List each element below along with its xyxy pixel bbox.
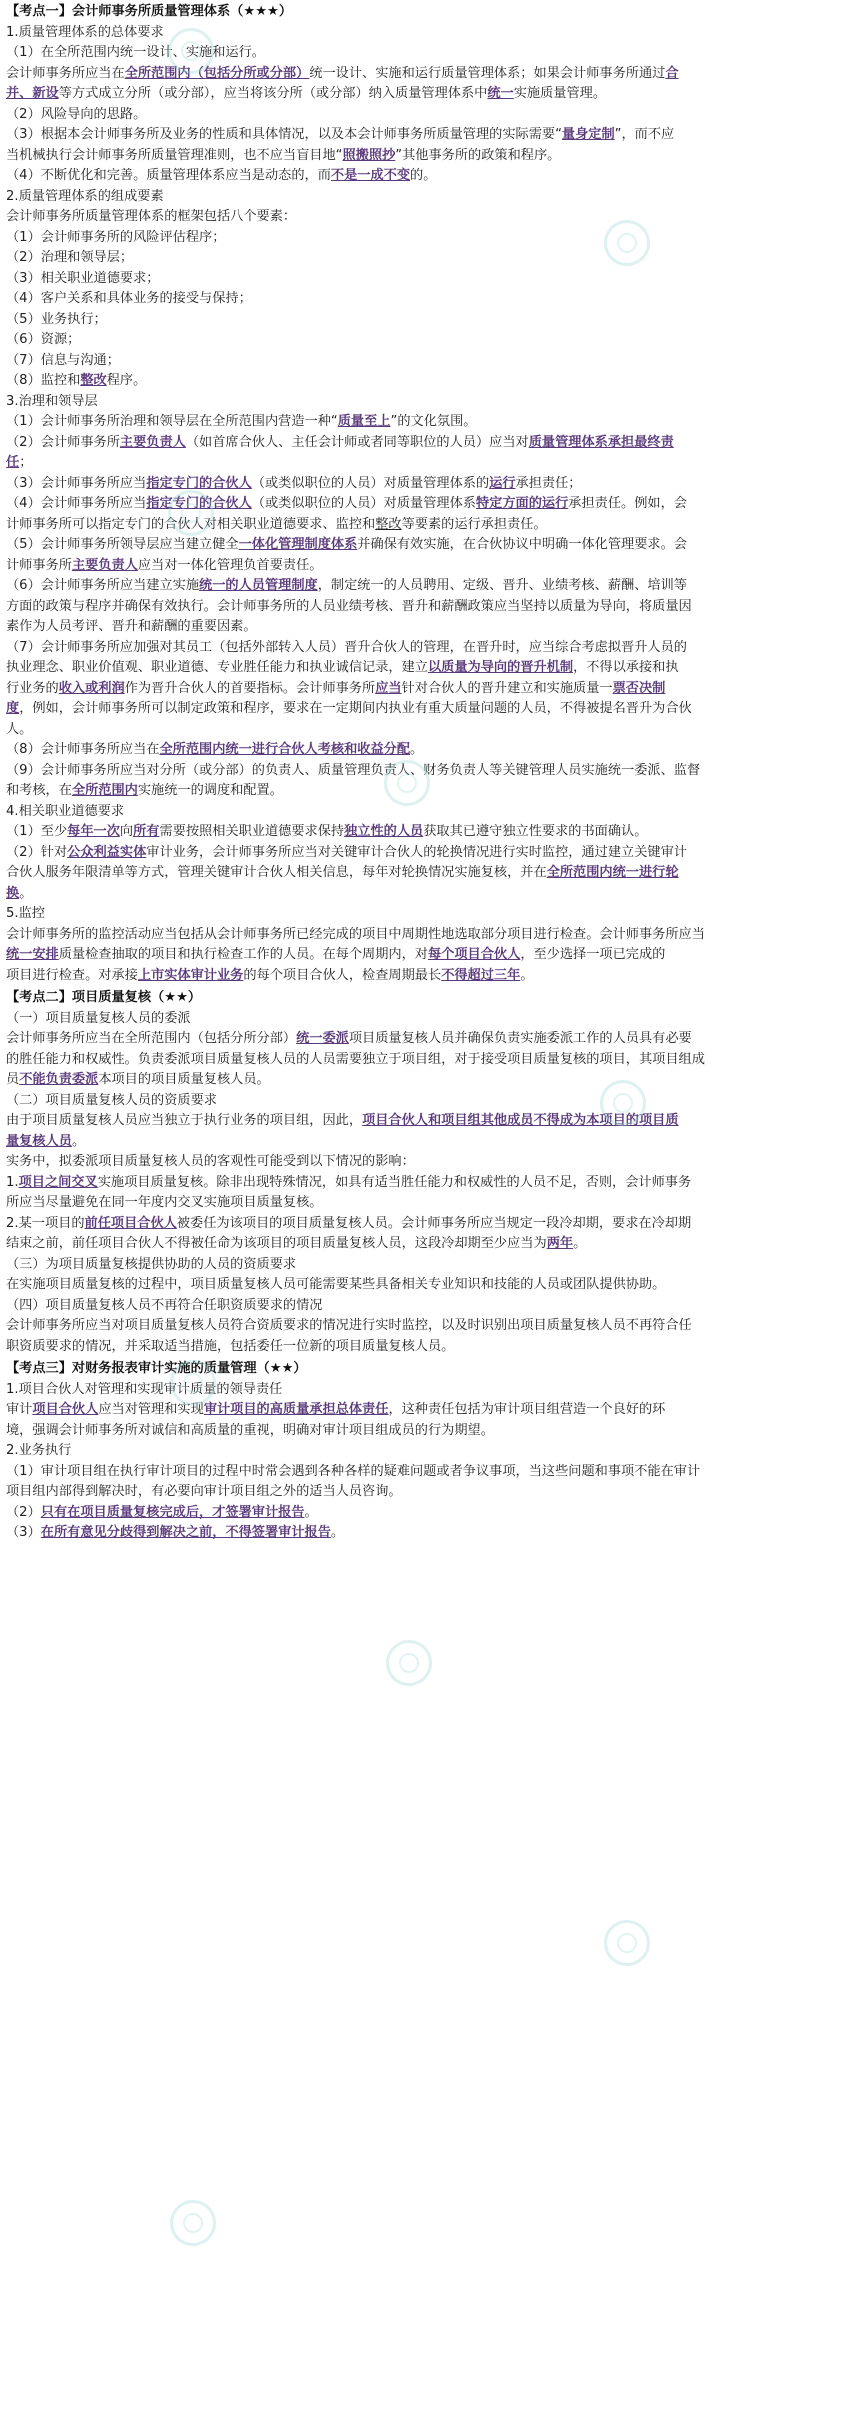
key-term: 指定专门的合伙人 xyxy=(146,475,252,491)
text-line xyxy=(6,105,835,126)
key-term: 两年 xyxy=(546,1236,574,1251)
text-line xyxy=(6,761,835,782)
text-line xyxy=(6,658,835,679)
text-run: （6）会计师事务所应当建立实施 xyxy=(6,578,200,593)
text-line xyxy=(6,1111,835,1132)
text-line xyxy=(6,433,835,454)
text-line xyxy=(6,412,835,433)
text-run: 人。 xyxy=(6,721,33,737)
text-line xyxy=(6,84,835,105)
watermark-logo xyxy=(170,2200,216,2246)
key-term: 任 xyxy=(6,455,20,470)
text-line xyxy=(6,1050,835,1071)
text-line xyxy=(6,43,835,64)
key-term: 质量管理体系承担最终责 xyxy=(528,434,674,450)
text-run: 会计师事务所质量管理体系的框架包括八个要素： xyxy=(6,209,297,224)
text-run: 向 xyxy=(119,824,134,839)
key-term: 每个项目合伙人 xyxy=(428,947,521,962)
text-line xyxy=(6,884,835,905)
watermark-logo xyxy=(386,1640,432,1686)
key-term: 以质量为导向的晋升机制 xyxy=(428,660,574,675)
text-run: 项目组内部得到解决时，有必要向审计项目组之外的适当人员咨询。 xyxy=(6,1484,402,1499)
text-line xyxy=(6,1255,835,1276)
text-run: （4）会计师事务所应当 xyxy=(6,496,147,511)
text-run: （8）监控和 xyxy=(6,373,81,388)
text-run: 的每个项目合伙人，检查周期最长 xyxy=(243,967,442,983)
text-line xyxy=(6,1091,835,1112)
text-run: 审计业务，会计师事务所应当对关键审计合伙人的轮换情况进行实时监控，通过建立关键审计 xyxy=(146,844,687,860)
text-run: 。 xyxy=(520,967,534,983)
text-run: 实务中，拟委派项目质量复核人员的客观性可能受到以下情况的影响： xyxy=(6,1154,415,1169)
text-run: （6）资源； xyxy=(6,332,81,347)
text-line xyxy=(6,1503,835,1524)
text-run: 的胜任能力和权威性。负责委派项目质量复核人员的人员需要独立于项目组，对于接受项目质量复核的项目，其项目组成 xyxy=(6,1051,705,1067)
text-run: 。 xyxy=(410,742,424,757)
text-run: （三）为项目质量复核提供协助的人员的资质要求 xyxy=(6,1256,297,1272)
text-line xyxy=(6,1380,835,1401)
underlined-text: 整改 xyxy=(375,516,402,532)
text-line xyxy=(6,125,835,146)
key-term: 换 xyxy=(6,885,20,901)
text-run: 会计师事务所应当在 xyxy=(6,65,125,81)
text-run: （2）风险导向的思路。 xyxy=(6,106,147,122)
text-line xyxy=(6,1070,835,1091)
text-run: 【考点三】对财务报表审计实施的质量管理（★★） xyxy=(6,1361,307,1376)
text-line xyxy=(6,1296,835,1317)
key-term: 不能负责委派 xyxy=(19,1072,99,1087)
text-run: 会计师事务所应当在全所范围内（包括分所分部） xyxy=(6,1031,297,1046)
text-run: 1.质量管理体系的总体要求 xyxy=(6,24,164,40)
text-run: 由于项目质量复核人员应当独立于执行业务的项目组，因此， xyxy=(6,1113,363,1128)
key-term: 合 xyxy=(665,65,679,81)
text-run: 被委任为该项目的项目质量复核人员。会计师事务所应当规定一段冷却期，要求在冷却期 xyxy=(176,1215,692,1231)
text-run: （3）相关职业道德要求； xyxy=(6,270,160,286)
text-run: 项目进行检查。对承接 xyxy=(6,967,138,983)
text-run: 。 xyxy=(330,1525,345,1540)
key-term: 主要负责人 xyxy=(71,557,138,573)
text-line xyxy=(6,576,835,597)
text-run: 计师事务所可以指定专门的合伙人对相关职业道德要求、监控和 xyxy=(6,516,376,532)
key-term: 统一的人员管理制度 xyxy=(199,578,318,593)
text-line xyxy=(6,207,835,228)
key-term: 票否决制 xyxy=(612,680,666,696)
text-run: （一）项目质量复核人员的委派 xyxy=(6,1010,191,1026)
text-run: 需要按照相关职业道德要求保持 xyxy=(159,824,345,839)
text-line xyxy=(6,781,835,802)
text-run: ； xyxy=(19,455,33,470)
text-run: 3.治理和领导层 xyxy=(6,393,98,409)
text-line xyxy=(6,1421,835,1442)
watermark-logo xyxy=(604,1920,650,1966)
text-run: ，例如，会计师事务所可以制定政策和程序，要求在一定期间内执业有重大质量问题的人员，不得被提名晋升为合伙 xyxy=(19,701,692,716)
key-term: 项目合伙人和项目组其他成员不得成为本项目的项目质 xyxy=(362,1113,679,1128)
text-line xyxy=(6,1441,835,1462)
key-term: 主要负责人 xyxy=(119,434,186,450)
text-line xyxy=(6,1009,835,1030)
text-run: 实施统一的调度和配置。 xyxy=(137,783,283,798)
key-term: 收入或利润 xyxy=(58,680,125,696)
text-line xyxy=(6,843,835,864)
key-term: 特定方面的运行 xyxy=(475,496,569,511)
key-term: 指定专门的合伙人 xyxy=(146,496,252,511)
key-term: 不是一成不变 xyxy=(330,168,411,183)
key-term: 在所有意见分歧得到解决之前，不得签署审计报告 xyxy=(40,1525,331,1540)
section-heading xyxy=(6,1359,835,1380)
text-run: ，至少选择一项已完成的 xyxy=(520,947,666,962)
text-run: （7）信息与沟通； xyxy=(6,352,120,368)
key-term: 前任项目合伙人 xyxy=(84,1215,177,1231)
text-line xyxy=(6,1152,835,1173)
text-run: 。 xyxy=(19,885,33,901)
text-run: 会计师事务所的监控活动应当包括从会计师事务所已经完成的项目中周期性地选取部分项目进行检查。会计师事务所应当 xyxy=(6,926,705,942)
text-line xyxy=(6,638,835,659)
key-term: 独立性的人员 xyxy=(344,824,424,839)
key-term: 量身定制 xyxy=(561,127,615,142)
key-term: 所有 xyxy=(133,824,160,839)
text-line xyxy=(6,166,835,187)
text-run: （8）会计师事务所应当在 xyxy=(6,742,160,757)
text-run: 合伙人服务年限清单等方式，管理关键审计合伙人相关信息，每年对轮换情况实施复核，并在 xyxy=(6,865,547,880)
key-term: 一体化管理制度体系 xyxy=(238,537,358,552)
text-run: 5.监控 xyxy=(6,906,45,921)
text-run: 境，强调会计师事务所对诚信和高质量的重视，明确对审计项目组成员的行为期望。 xyxy=(6,1422,494,1438)
text-run: 等方式成立分所（或分部），应当将该分所（或分部）纳入质量管理体系中 xyxy=(58,86,488,101)
text-line xyxy=(6,453,835,474)
section-heading xyxy=(6,2,835,23)
text-line xyxy=(6,1462,835,1483)
text-run: 执业理念、职业价值观、职业道德、专业胜任能力和执业诚信记录，建立 xyxy=(6,660,428,675)
text-line xyxy=(6,945,835,966)
text-run: 。 xyxy=(304,1504,318,1520)
text-line xyxy=(6,1400,835,1421)
text-run: （1）会计师事务所的风险评估程序； xyxy=(6,229,226,245)
text-run: 4.相关职业道德要求 xyxy=(6,803,125,819)
text-run: 行业务的 xyxy=(6,680,59,696)
text-run: （二）项目质量复核人员的资质要求 xyxy=(6,1092,217,1108)
text-line xyxy=(6,351,835,372)
text-line xyxy=(6,699,835,720)
text-run: 应当对一体化管理负首要责任。 xyxy=(137,557,323,573)
text-run: （4）客户关系和具体业务的接受与保持； xyxy=(6,291,252,306)
text-run: 本项目的项目质量复核人员。 xyxy=(98,1072,270,1087)
text-run: 和考核，在 xyxy=(6,783,72,798)
text-run: 1. xyxy=(6,1174,19,1190)
key-term: 整改 xyxy=(80,373,107,388)
text-run: ”其他事务所的政策和程序。 xyxy=(395,147,561,163)
text-run: 获取其已遵守独立性要求的书面确认。 xyxy=(423,824,648,839)
key-term: 运行 xyxy=(489,475,516,491)
text-run: 职资质要求的情况，并采取适当措施，包括委任一位新的项目质量复核人员。 xyxy=(6,1338,455,1354)
text-run: ，这种责任包括为审计项目组营造一个良好的环 xyxy=(388,1402,666,1417)
key-term: 照搬照抄 xyxy=(342,147,396,163)
text-line xyxy=(6,371,835,392)
text-run: 实施质量管理。 xyxy=(513,86,607,101)
text-run: 。 xyxy=(71,1133,86,1149)
key-term: 项目之间交叉 xyxy=(18,1174,98,1190)
text-run: 2.业务执行 xyxy=(6,1443,72,1458)
text-line xyxy=(6,1214,835,1235)
key-term: 只有在项目质量复核完成后，才签署审计报告 xyxy=(40,1504,305,1520)
key-term: 全所范围内统一进行轮 xyxy=(546,865,679,880)
text-run: （四）项目质量复核人员不再符合任职资质要求的情况 xyxy=(6,1297,323,1313)
text-run: 2.某一项目的 xyxy=(6,1215,85,1231)
text-line xyxy=(6,289,835,310)
text-run: ，不得以承接和执 xyxy=(573,660,679,675)
text-line xyxy=(6,146,835,167)
key-term: 项目合伙人 xyxy=(32,1402,99,1417)
text-line xyxy=(6,1523,835,1544)
text-run: 实施项目质量复核。除非出现特殊情况，如具有适当胜任能力和权威性的人员不足，否则，会计师事务 xyxy=(97,1174,692,1190)
key-term: 不得超过三年 xyxy=(441,967,521,983)
text-run: 当机械执行会计师事务所质量管理准则，也不应当盲目地“ xyxy=(6,147,343,163)
text-line xyxy=(6,597,835,618)
text-run: （2）针对 xyxy=(6,844,68,860)
text-line xyxy=(6,863,835,884)
text-run: （3）会计师事务所应当 xyxy=(6,475,147,491)
text-line xyxy=(6,269,835,290)
text-run: （1）审计项目组在执行审计项目的过程中时常会遇到各种各样的疑难问题或者争议事项，当这些问题和事项不能在审计 xyxy=(6,1463,701,1479)
text-run: 并确保有效实施，在合伙协议中明确一体化管理要求。会 xyxy=(357,537,687,552)
text-run: 【考点二】项目质量复核（★★） xyxy=(6,990,202,1005)
key-term: 度 xyxy=(6,701,20,716)
text-run: （1）在全所范围内统一设计、实施和运行。 xyxy=(6,45,265,60)
key-term: 全所范围内统一进行合伙人考核和收益分配 xyxy=(159,742,411,757)
text-run: （2） xyxy=(6,1504,41,1520)
text-line xyxy=(6,1029,835,1050)
key-term: 审计项目的高质量承担总体责任 xyxy=(203,1402,389,1417)
text-run: 计师事务所 xyxy=(6,557,72,573)
text-run: 程序。 xyxy=(106,373,147,388)
text-line xyxy=(6,617,835,638)
text-line xyxy=(6,535,835,556)
key-term: 全所范围内 xyxy=(71,783,138,798)
text-line xyxy=(6,248,835,269)
text-run: 等要素的运行承担责任。 xyxy=(401,516,547,532)
text-line xyxy=(6,679,835,700)
text-run: （7）会计师事务所应加强对其员工（包括外部转入人员）晋升合伙人的管理，在晋升时，应当综合考虑拟晋升人员的 xyxy=(6,639,687,655)
text-line xyxy=(6,1482,835,1503)
text-run: ，制定统一的人员聘用、定级、晋升、业绩考核、薪酬、培训等 xyxy=(317,578,687,593)
text-run: 承担责任。例如，会 xyxy=(568,496,687,511)
text-line xyxy=(6,1132,835,1153)
text-line xyxy=(6,904,835,925)
key-term: 每年一次 xyxy=(67,824,120,839)
key-term: 应当 xyxy=(375,680,402,696)
text-run: 质量检查抽取的项目和执行检查工作的人员。在每个周期内，对 xyxy=(58,947,428,962)
text-run: （5）会计师事务所领导层应当建立健全 xyxy=(6,537,239,552)
text-line xyxy=(6,23,835,44)
text-run: ”的文化氛围。 xyxy=(390,414,477,429)
text-run: 1.项目合伙人对管理和实现审计质量的领导责任 xyxy=(6,1381,283,1397)
text-line xyxy=(6,556,835,577)
key-term: 并、新设 xyxy=(6,86,59,101)
text-run: 2.质量管理体系的组成要素 xyxy=(6,188,164,204)
text-line xyxy=(6,494,835,515)
text-run: （或类似职位的人员）对质量管理体系的 xyxy=(251,475,490,491)
text-line xyxy=(6,64,835,85)
key-term: 公众利益实体 xyxy=(67,844,147,860)
key-term: 上市实体审计业务 xyxy=(137,967,244,983)
text-run: 会计师事务所应当对项目质量复核人员符合资质要求的情况进行实时监控，以及时识别出项目质量复核人员不再符合任 xyxy=(6,1318,692,1333)
text-run: （1）至少 xyxy=(6,824,68,839)
text-line xyxy=(6,925,835,946)
key-term: 统一 xyxy=(487,86,514,101)
text-line xyxy=(6,1275,835,1296)
section-heading xyxy=(6,988,835,1009)
text-line xyxy=(6,1337,835,1358)
text-run: 在实施项目质量复核的过程中，项目质量复核人员可能需要某些具备相关专业知识和技能的人员或团队提供协助。 xyxy=(6,1277,666,1292)
text-line xyxy=(6,515,835,536)
text-line xyxy=(6,822,835,843)
text-run: （2）治理和领导层； xyxy=(6,250,134,265)
text-line xyxy=(6,474,835,495)
key-term: 量复核人员 xyxy=(6,1133,72,1149)
text-line xyxy=(6,966,835,987)
text-run: 素作为人员考评、晋升和薪酬的重要因素。 xyxy=(6,619,257,634)
text-run: 项目质量复核人员并确保负责实施委派工作的人员具有必要 xyxy=(348,1031,692,1046)
text-run: （或类似职位的人员）对质量管理体系 xyxy=(251,496,476,511)
text-run: 的。 xyxy=(410,168,437,183)
text-run: 针对合伙人的晋升建立和实施质量一 xyxy=(401,680,613,696)
text-run: 。 xyxy=(573,1236,587,1251)
text-line xyxy=(6,228,835,249)
text-line xyxy=(6,1234,835,1255)
text-run: 作为晋升合伙人的首要指标。会计师事务所 xyxy=(124,680,376,696)
text-run: 结束之前，前任项目合伙人不得被任命为该项目的项目质量复核人员，这段冷却期至少应当为 xyxy=(6,1236,547,1251)
text-run: （3）根据本会计师事务所及业务的性质和具体情况，以及本会计师事务所质量管理的实际需要“ xyxy=(6,127,562,142)
text-line xyxy=(6,1193,835,1214)
text-run: 统一设计、实施和运行质量管理体系；如果会计师事务所通过 xyxy=(309,65,666,81)
text-run: 承担责任； xyxy=(515,475,582,491)
text-line xyxy=(6,802,835,823)
text-run: 所应当尽量避免在同一年度内交叉实施项目质量复核。 xyxy=(6,1195,323,1210)
text-run: （9）会计师事务所应当对分所（或分部）的负责人、质量管理负责人、财务负责人等关键管理人员实施统一委派、监督 xyxy=(6,762,701,778)
key-term: 质量至上 xyxy=(337,414,391,429)
text-run: （如首席合伙人、主任会计师或者同等职位的人员）应当对 xyxy=(185,434,529,450)
text-run: （5）业务执行； xyxy=(6,311,107,327)
key-term: 统一安排 xyxy=(6,947,59,962)
text-line xyxy=(6,1316,835,1337)
text-line xyxy=(6,187,835,208)
text-run: ”，而不应 xyxy=(614,127,675,142)
text-run: （2）会计师事务所 xyxy=(6,434,120,450)
text-line xyxy=(6,310,835,331)
text-run: 【考点一】会计师事务所质量管理体系（★★★） xyxy=(6,4,293,19)
text-run: （1）会计师事务所治理和领导层在全所范围内营造一种“ xyxy=(6,414,338,429)
key-term: 统一委派 xyxy=(296,1031,349,1046)
text-run: （4）不断优化和完善。质量管理体系应当是动态的，而 xyxy=(6,168,331,183)
text-line xyxy=(6,740,835,761)
text-line xyxy=(6,1173,835,1194)
text-run: 员 xyxy=(6,1072,20,1087)
text-line xyxy=(6,392,835,413)
text-run: （3） xyxy=(6,1525,41,1540)
key-term: 全所范围内（包括分所或分部） xyxy=(124,65,310,81)
text-run: 审计 xyxy=(6,1402,33,1417)
text-line xyxy=(6,330,835,351)
text-run: 应当对管理和实现 xyxy=(98,1402,204,1417)
text-line xyxy=(6,720,835,741)
text-run: 方面的政策与程序并确保有效执行。会计师事务所的人员业绩考核、晋升和薪酬政策应当坚持以质量为导向，将质量因 xyxy=(6,598,692,614)
